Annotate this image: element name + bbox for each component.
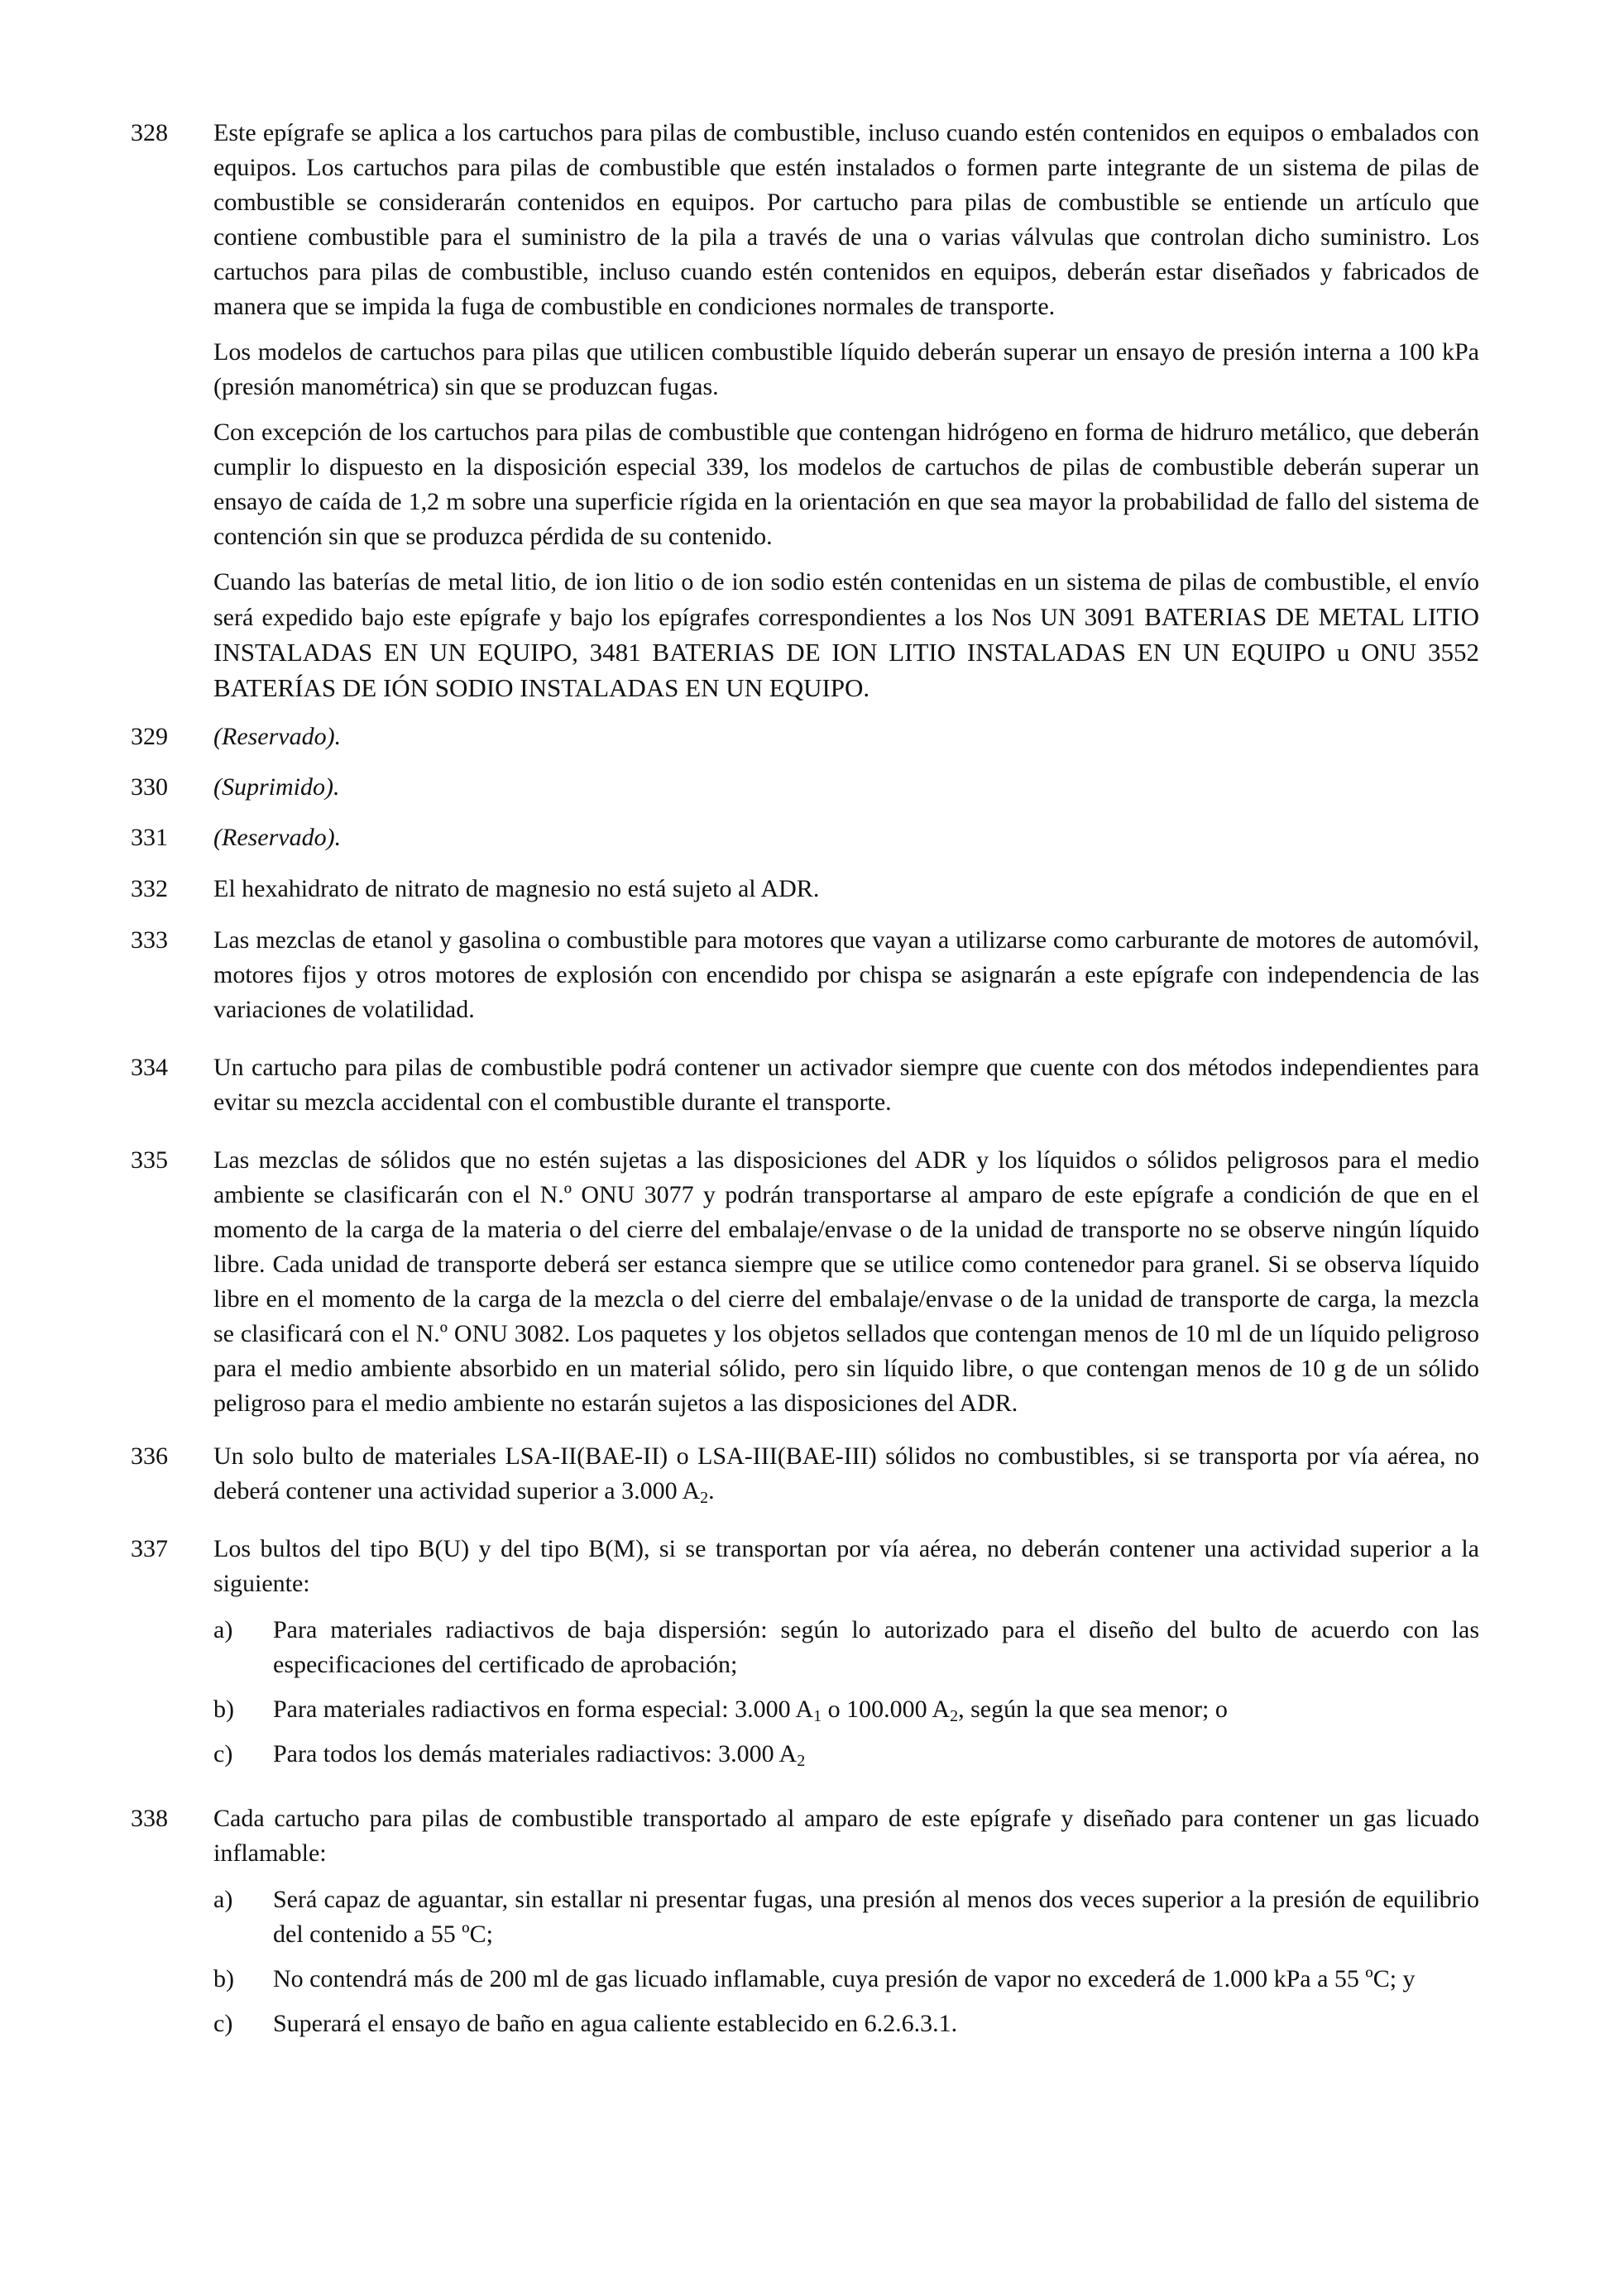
provision-337 <box>131 1532 1479 1772</box>
paragraph: Un cartucho para pilas de combustible podrá contener un activador siempre que cuente con dos métodos independientes para evitar su mezcla accidental con el combustible durante el transporte. <box>213 1054 1479 1116</box>
list-item <box>213 1882 1479 1952</box>
paragraph: Las mezclas de sólidos que no estén sujetas a las disposiciones del ADR y los líquidos o sólidos peligrosos para el medio ambiente se clasificarán con el N.º ONU 3077 y podrán transportarse al amparo de este epígrafe a condición de que en el momento de la carga de la materia o del cierre del embalaje/envase o de la unidad de transporte no se observe ningún líquido libre. Cada unidad de transporte deberá ser estanca siempre que se utilice como contenedor para granel. Si se observa líquido libre en el momento de la carga de la mezcla o del cierre del embalaje/envase o de la unidad de transporte de carga, la mezcla se clasificará con el N.º ONU 3082. Los paquetes y los objetos sellados que contengan menos de 10 ml de un líquido peligroso para el medio ambiente absorbido en un material sólido, pero sin líquido libre, o que contengan menos de 10 g de un sólido peligroso para el medio ambiente no estarán sujetos a las disposiciones del ADR. <box>213 1146 1479 1417</box>
provision-number: 337 <box>131 1535 168 1562</box>
document-page <box>131 116 1479 2041</box>
item-marker: b) <box>213 1965 234 1992</box>
subscript: 2 <box>950 1707 959 1725</box>
paragraph: (Reservado). <box>213 723 342 750</box>
item-text: Superará el ensayo de baño en agua caliente establecido en 6.2.6.3.1. <box>273 2010 958 2037</box>
paragraph: Los modelos de cartuchos para pilas que utilicen combustible líquido deberán superar un ensayo de presión interna a 100 kPa (presión manométrica) sin que se produzcan fugas. <box>213 338 1479 400</box>
provision-333 <box>131 923 1479 1027</box>
item-marker: a) <box>213 1886 233 1913</box>
sub-item-list <box>213 1882 1479 2041</box>
item-text: Para materiales radiactivos de baja dispersión: según lo autorizado para el diseño del bulto de acuerdo con las especificaciones del certificado de aprobación; <box>273 1616 1479 1678</box>
paragraph: (Suprimido). <box>213 773 340 801</box>
provision-336 <box>131 1439 1479 1509</box>
paragraph: Con excepción de los cartuchos para pilas de combustible que contengan hidrógeno en forma de hidruro metálico, que deberán cumplir lo dispuesto en la disposición especial 339, los modelos de cartuchos de pilas de combustible deberán superar un ensayo de caída de 1,2 m sobre una superficie rígida en la orientación en que sea mayor la probabilidad de fallo del sistema de contención sin que se produzca pérdida de su contenido. <box>213 419 1479 550</box>
paragraph: Cada cartucho para pilas de combustible transportado al amparo de este epígrafe y diseñado para contener un gas licuado inflamable: <box>213 1805 1479 1867</box>
item-marker: a) <box>213 1616 233 1643</box>
provision-number: 332 <box>131 875 168 902</box>
paragraph-text: . <box>708 1477 715 1504</box>
provision-number: 329 <box>131 723 168 750</box>
provision-number: 333 <box>131 926 168 954</box>
paragraph-text: Un solo bulto de materiales LSA-II(BAE-II) o LSA-III(BAE-III) sólidos no combustibles, si se transporta por vía aérea, no deberá contener una actividad superior a 3.000 A <box>213 1442 1479 1504</box>
paragraph <box>213 1439 1479 1509</box>
provision-number: 328 <box>131 119 168 146</box>
item-text: Será capaz de aguantar, sin estallar ni presentar fugas, una presión al menos dos veces superior a la presión de equilibrio del contenido a 55 ºC; <box>273 1886 1479 1948</box>
paragraph: (Reservado). <box>213 824 342 851</box>
paragraph-text: Cuando las baterías de metal litio, de ion litio o de ion sodio estén contenidas en un sistema de pilas de combustible, el envío será expedido bajo este epígrafe y bajo los epígrafes correspondientes a los Nos UN <box>213 568 1479 631</box>
item-text: , según la que sea menor; o <box>958 1696 1228 1723</box>
item-marker: c) <box>213 1740 233 1767</box>
provision-330 <box>131 770 1479 805</box>
provision-338 <box>131 1801 1479 2041</box>
paragraph: Las mezclas de etanol y gasolina o combustible para motores que vayan a utilizarse como carburante de motores de automóvil, motores fijos y otros motores de explosión con encendido por chispa se asignarán a este epígrafe con independencia de las variaciones de volatilidad. <box>213 926 1479 1023</box>
item-text: No contendrá más de 200 ml de gas licuado inflamable, cuya presión de vapor no excederá de 1.000 kPa a 55 ºC; y <box>273 1965 1416 1992</box>
sub-item-list <box>213 1613 1479 1772</box>
provision-number: 334 <box>131 1054 168 1081</box>
provision-329 <box>131 720 1479 754</box>
paragraph: Este epígrafe se aplica a los cartuchos para pilas de combustible, incluso cuando estén contenidos en equipos o embalados con equipos. Los cartuchos para pilas de combustible que estén instalados o formen parte integrante de un sistema de pilas de combustible se considerarán contenidos en equipos. Por cartucho para pilas de combustible se entiende un artículo que contiene combustible para el suministro de la pila a través de una o varias válvulas que controlan dicho suministro. Los cartuchos para pilas de combustible, incluso cuando estén contenidos en equipos, deberán estar diseñados y fabricados de manera que se impida la fuga de combustible en condiciones normales de transporte. <box>213 119 1479 320</box>
list-item <box>213 1737 1479 1772</box>
item-text: Para materiales radiactivos en forma especial: 3.000 A <box>273 1696 814 1723</box>
list-item <box>213 1692 1479 1727</box>
list-item <box>213 1962 1479 1997</box>
un-numbers-text: 3091 BATERIAS DE METAL LITIO INSTALADAS EN UN EQUIPO, 3481 BATERIAS DE ION LITIO INSTALADAS EN UN EQUIPO u ONU 3552 BATERÍAS DE IÓN SODIO INSTALADAS EN UN EQUIPO. <box>213 602 1480 702</box>
list-item <box>213 1613 1479 1682</box>
provision-number: 330 <box>131 773 168 801</box>
provision-number: 331 <box>131 824 168 851</box>
item-text: o 100.000 A <box>822 1696 951 1723</box>
provision-number: 336 <box>131 1442 168 1470</box>
list-item <box>213 2007 1479 2041</box>
subscript: 1 <box>813 1707 822 1725</box>
paragraph: Los bultos del tipo B(U) y del tipo B(M), si se transportan por vía aérea, no deberán contener una actividad superior a la siguiente: <box>213 1535 1479 1597</box>
subscript: 2 <box>700 1489 709 1507</box>
item-marker: c) <box>213 2010 233 2037</box>
provision-332 <box>131 872 1479 906</box>
provision-335 <box>131 1143 1479 1421</box>
paragraph: El hexahidrato de nitrato de magnesio no está sujeto al ADR. <box>213 875 820 902</box>
paragraph <box>213 565 1479 706</box>
provision-328 <box>131 116 1479 706</box>
provision-331 <box>131 820 1479 855</box>
subscript: 2 <box>797 1752 806 1770</box>
item-marker: b) <box>213 1696 234 1723</box>
item-text: Para todos los demás materiales radiactivos: 3.000 A <box>273 1740 798 1767</box>
provision-number: 338 <box>131 1805 168 1832</box>
provision-number: 335 <box>131 1146 168 1174</box>
provision-334 <box>131 1050 1479 1120</box>
